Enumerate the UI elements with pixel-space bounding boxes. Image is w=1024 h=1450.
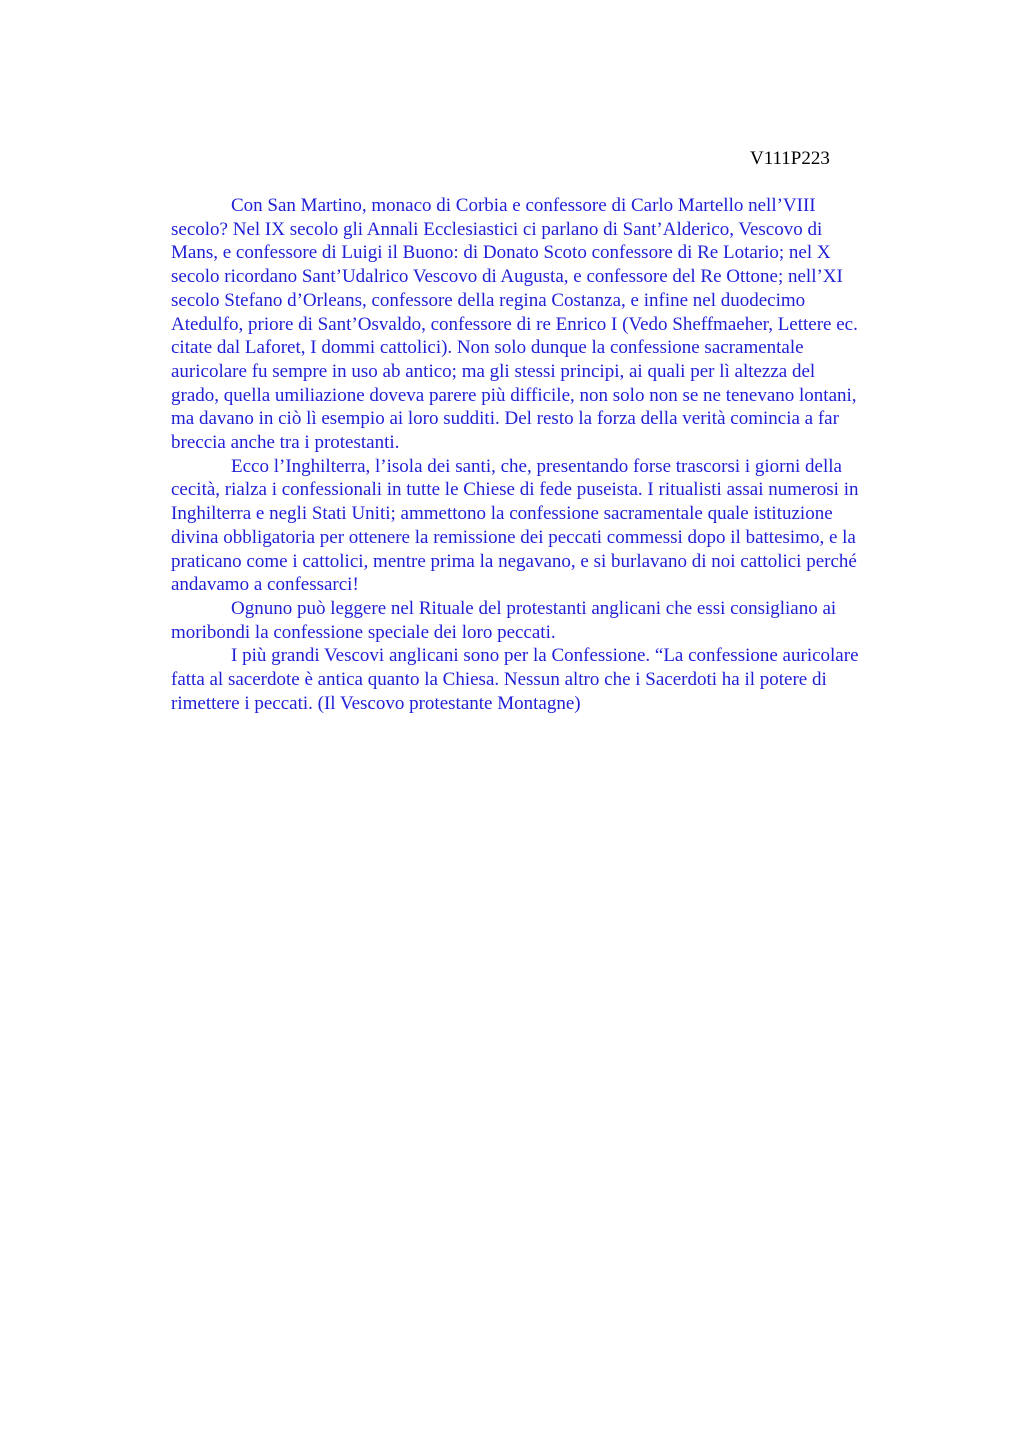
text-line: fatta al sacerdote è antica quanto la Chiesa. Nessun altro che i Sacerdoti ha il potere di <box>171 669 827 691</box>
text-line: Con San Martino, monaco di Corbia e confessore di Carlo Martello nell’VIII <box>231 195 816 216</box>
text-line: andavamo a confessarci! <box>171 574 359 596</box>
text-line: rimettere i peccati. (Il Vescovo protestante Montagne) <box>171 692 581 714</box>
text-line: Ognuno può leggere nel Rituale del protestanti anglicani che essi consigliano ai <box>231 597 837 619</box>
text-line: Mans, e confessore di Luigi il Buono: di Donato Scoto confessore di Re Lotario; nel X <box>171 242 831 264</box>
paragraph-2 <box>171 455 923 597</box>
text-line: moribondi la confessione speciale dei loro peccati. <box>171 621 556 643</box>
text-line: Atedulfo, priore di Sant’Osvaldo, confessore di re Enrico I (Vedo Sheffmaeher, Lettere ec. <box>171 313 858 335</box>
document-body <box>171 194 923 715</box>
text-line: secolo? Nel IX secolo gli Annali Ecclesiastici ci parlano di Sant’Alderico, Vescovo di <box>171 218 823 240</box>
text-line: Inghilterra e negli Stati Uniti; ammettono la confessione sacramentale quale istituzione <box>171 503 833 525</box>
text-line: grado, quella umiliazione doveva parere più difficile, non solo non se ne tenevano lontani, <box>171 384 857 406</box>
text-line: secolo Stefano d’Orleans, confessore della regina Costanza, e infine nel duodecimo <box>171 289 806 311</box>
text-line: divina obbligatoria per ottenere la remissione dei peccati commessi dopo il battesimo, e la <box>171 526 856 548</box>
paragraph-3 <box>171 597 923 644</box>
paragraph-1 <box>171 194 923 455</box>
page-reference: V111P223 <box>750 148 830 169</box>
text-line: citate dal Laforet, I dommi cattolici). Non solo dunque la confessione sacramentale <box>171 337 804 359</box>
text-line: cecità, rialza i confessionali in tutte le Chiese di fede puseista. I ritualisti assai numerosi in <box>171 479 859 501</box>
text-line: I più grandi Vescovi anglicani sono per la Confessione. “La confessione auricolare <box>231 645 859 667</box>
text-line: breccia anche tra i protestanti. <box>171 432 400 454</box>
text-line: praticano come i cattolici, mentre prima la negavano, e si burlavano di noi cattolici perché <box>171 550 857 572</box>
text-line: auricolare fu sempre in uso ab antico; ma gli stessi principi, ai quali per lì altezza del <box>171 360 816 382</box>
text-line: secolo ricordano Sant’Udalrico Vescovo di Augusta, e confessore del Re Ottone; nell’XI <box>171 266 843 288</box>
text-line: ma davano in ciò lì esempio ai loro sudditi. Del resto la forza della verità comincia a far <box>171 408 839 430</box>
paragraph-4 <box>171 644 923 715</box>
text-line: Ecco l’Inghilterra, l’isola dei santi, che, presentando forse trascorsi i giorni della <box>231 455 842 477</box>
